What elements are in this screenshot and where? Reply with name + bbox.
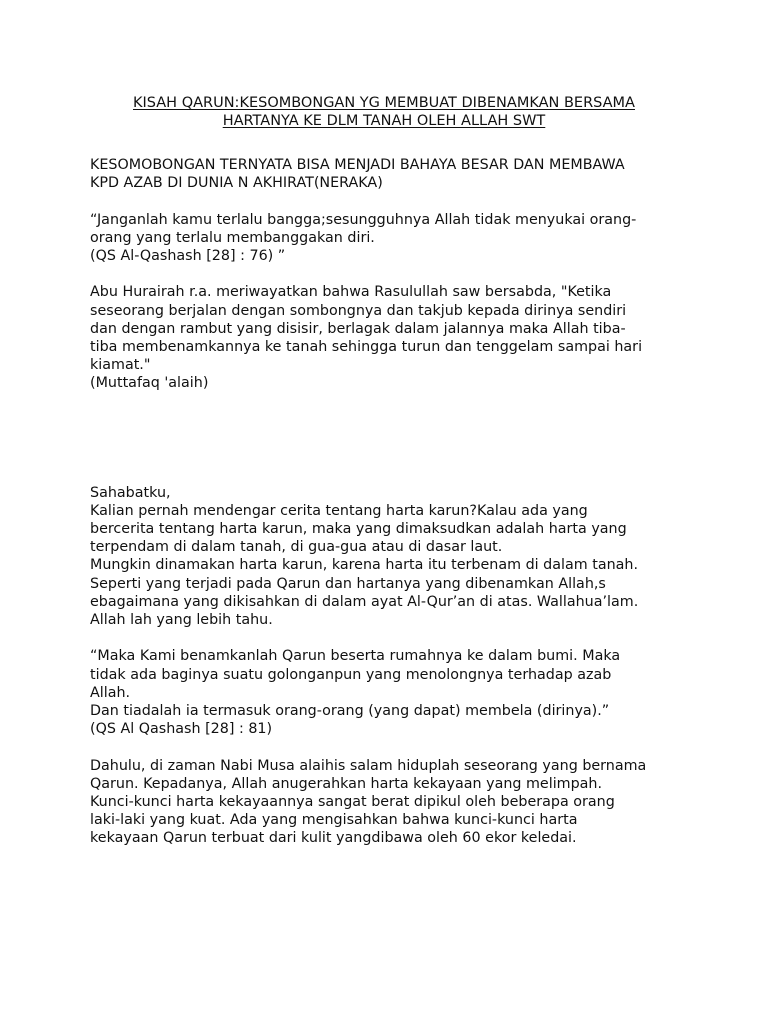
document-title	[80, 94, 688, 130]
text-line: Kalian pernah mendengar cerita tentang harta karun?Kalau ada yang	[90, 502, 588, 519]
text-line: Sahabatku,	[90, 484, 171, 501]
title-line: KISAH QARUN:KESOMBONGAN YG MEMBUAT DIBENAMKAN BERSAMA	[133, 95, 635, 111]
text-line: kekayaan Qarun terbuat dari kulit yangdibawa oleh 60 ekor keledai.	[90, 830, 577, 847]
text-line: Kunci-kunci harta kekayaannya sangat berat dipikul oleh beberapa orang	[90, 794, 615, 811]
text-line: (QS Al-Qashash [28] : 76) ”	[90, 248, 286, 264]
text-line: Seperti yang terjadi pada Qarun dan hartanya yang dibenamkan Allah,s	[90, 575, 606, 592]
text-line: bercerita tentang harta karun, maka yang dimaksudkan adalah harta yang	[90, 521, 627, 538]
paragraph-hadith	[90, 283, 690, 392]
paragraph-story-qarun	[90, 757, 690, 848]
text-line: “Maka Kami benamkanlah Qarun beserta rumahnya ke dalam bumi. Maka	[90, 648, 621, 665]
text-line: seseorang berjalan dengan sombongnya dan takjub kepada dirinya sendiri	[90, 302, 627, 319]
paragraph-quran-quote-1	[90, 211, 690, 266]
blank-line	[90, 738, 690, 756]
text-line: dan dengan rambut yang disisir, berlagak dalam jalannya maka Allah tiba-	[90, 320, 626, 337]
text-line: terpendam di dalam tanah, di gua-gua atau di dasar laut.	[90, 539, 503, 556]
text-line: laki-laki yang kuat. Ada yang mengisahkan bahwa kunci-kunci harta	[90, 812, 578, 829]
text-line: KPD AZAB DI DUNIA N AKHIRAT(NERAKA)	[90, 175, 383, 192]
text-line: Qarun. Kepadanya, Allah anugerahkan harta kekayaan yang melimpah.	[90, 775, 603, 792]
text-line: ebagaimana yang dikisahkan di dalam ayat Al-Qur’an di atas. Wallahua’lam.	[90, 593, 639, 610]
text-line: orang yang terlalu membanggakan diri.	[90, 229, 375, 246]
text-line: KESOMOBONGAN TERNYATA BISA MENJADI BAHAYA BESAR DAN MEMBAWA	[90, 157, 625, 173]
document-body	[90, 156, 690, 848]
title-line: HARTANYA KE DLM TANAH OLEH ALLAH SWT	[222, 113, 546, 129]
text-line: Dahulu, di zaman Nabi Musa alaihis salam hiduplah seseorang yang bernama	[90, 757, 647, 774]
blank-space	[90, 393, 690, 484]
text-line: Allah lah yang lebih tahu.	[90, 612, 273, 629]
text-line: Allah.	[90, 684, 131, 701]
text-line: kiamat."	[90, 357, 151, 374]
blank-line	[90, 265, 690, 283]
text-line: “Janganlah kamu terlalu bangga;sesungguhnya Allah tidak menyukai orang-	[90, 211, 637, 228]
paragraph-sahabatku	[90, 484, 690, 630]
text-line: Mungkin dinamakan harta karun, karena harta itu terbenam di dalam tanah.	[90, 557, 639, 574]
text-line: Dan tiadalah ia termasuk orang-orang (yang dapat) membela (dirinya).”	[90, 703, 610, 720]
paragraph-intro	[90, 156, 690, 192]
blank-line	[90, 192, 690, 210]
blank-line	[90, 629, 690, 647]
paragraph-quran-quote-2	[90, 647, 690, 738]
text-line: (QS Al Qashash [28] : 81)	[90, 721, 273, 738]
text-line: tidak ada baginya suatu golonganpun yang menolongnya terhadap azab	[90, 666, 612, 683]
text-line: (Muttafaq 'alaih)	[90, 375, 209, 392]
text-line: Abu Hurairah r.a. meriwayatkan bahwa Rasulullah saw bersabda, "Ketika	[90, 284, 612, 301]
text-line: tiba membenamkannya ke tanah sehingga turun dan tenggelam sampai hari	[90, 339, 643, 355]
